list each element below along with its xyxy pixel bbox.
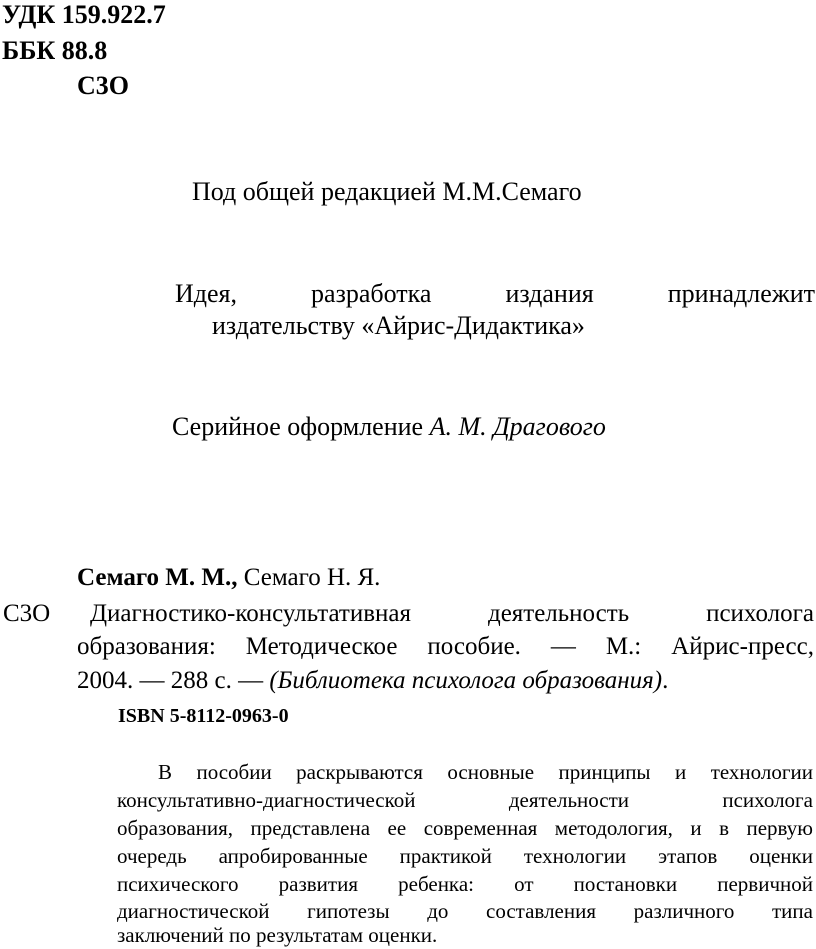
annotation-word: современная [423, 816, 538, 840]
annotation-word: от [514, 872, 534, 896]
reference-word: М.: [605, 633, 642, 660]
reference-line-3 [77, 667, 668, 695]
annotation-word: этапов [658, 844, 718, 868]
annotation-word: образования, [117, 816, 234, 840]
annotation-line-5 [117, 872, 813, 897]
reference-end-dot: . [662, 667, 669, 694]
annotation-word: представлена [250, 816, 371, 840]
annotation-word: принципы [558, 760, 651, 784]
annotation-word: пособии [196, 760, 272, 784]
annotation-word: основные [447, 760, 535, 784]
bbk-code: ББК 88.8 [2, 36, 108, 65]
annotation-word: В [158, 760, 173, 784]
design-line [172, 412, 606, 442]
annotation-word: и [675, 760, 687, 784]
reference-authors [77, 564, 380, 592]
annotation-word: очередь [117, 844, 187, 868]
reference-word: пособие. [427, 633, 521, 660]
annotation-word: практикой [399, 844, 492, 868]
reference-word: деятельность [487, 600, 630, 627]
idea-line-1 [175, 279, 815, 309]
annotation-word: постановки [573, 872, 678, 896]
udk-code: УДК 159.922.7 [2, 0, 166, 29]
idea-line-2: издательству «Айрис-Дидактика» [212, 311, 585, 340]
annotation-word: ее [387, 816, 407, 840]
design-prefix: Серийное оформление [172, 412, 430, 441]
idea-word: разработка [311, 279, 432, 308]
reference-code: С3О [3, 600, 51, 627]
reference-word: психолога [706, 600, 814, 627]
idea-word: принадлежит [667, 279, 815, 308]
annotation-word: раскрываются [296, 760, 423, 784]
reference-title-line-2 [77, 633, 814, 661]
reference-series: (Библиотека психолога образования) [269, 667, 663, 694]
annotation-line-2 [117, 788, 813, 813]
idea-word: издания [505, 279, 594, 308]
annotation-word: и [690, 816, 702, 840]
annotation-word: типа [772, 899, 813, 923]
annotation-word: развития [278, 872, 358, 896]
annotation-word: деятельности [508, 788, 630, 812]
annotation-word: психического [117, 872, 239, 896]
author-mark-code: С3О [77, 71, 129, 100]
annotation-word: диагностической [117, 899, 270, 923]
annotation-word: различного [633, 899, 735, 923]
reference-word: — [550, 633, 576, 660]
isbn: ISBN 5-8112-0963-0 [118, 705, 289, 727]
annotation-word: составления [486, 899, 597, 923]
annotation-word: технологии [523, 844, 627, 868]
annotation-word: гипотезы [307, 899, 390, 923]
editor-line: Под общей редакцией М.М.Семаго [192, 177, 582, 206]
reference-coauthor: Семаго Н. Я. [237, 564, 381, 591]
reference-word: образования: [77, 633, 216, 660]
annotation-word: апробированные [218, 844, 368, 868]
annotation-word: методология, [554, 816, 673, 840]
annotation-line-3 [117, 816, 813, 841]
annotation-line-7: заключений по результатам оценки. [117, 923, 438, 947]
annotation-line-1 [158, 760, 813, 785]
reference-word: Айрис-пресс, [671, 633, 814, 660]
annotation-word: оценки [749, 844, 813, 868]
annotation-line-4 [117, 844, 813, 869]
annotation-word: технологии [710, 760, 813, 784]
annotation-word: первую [746, 816, 813, 840]
annotation-line-6 [117, 899, 813, 924]
reference-year-pages: 2004. — 288 с. — [77, 667, 270, 694]
annotation-word: консультативно-диагностической [117, 788, 416, 812]
designer-name: А. М. Драгового [429, 412, 606, 441]
reference-author-main: Семаго М. М., [77, 564, 238, 591]
annotation-word: ребенка: [398, 872, 474, 896]
annotation-word: психолога [722, 788, 813, 812]
idea-word: Идея, [175, 279, 238, 308]
reference-title-line-1 [90, 600, 814, 628]
annotation-word: в [719, 816, 729, 840]
annotation-word: до [427, 899, 449, 923]
annotation-word: первичной [717, 872, 813, 896]
reference-word: Методическое [245, 633, 398, 660]
reference-word: Диагностико-консультативная [90, 600, 411, 627]
